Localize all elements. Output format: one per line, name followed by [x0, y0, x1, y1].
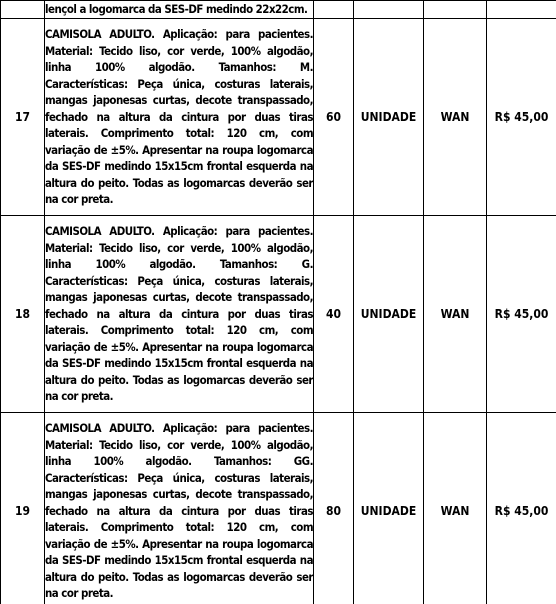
price-cell: R$ 45,00	[487, 215, 556, 412]
item-number-cell: 19	[1, 412, 45, 604]
table-row	[1, 18, 556, 215]
quantity-cell: 60	[314, 18, 354, 215]
table-row-continuation	[1, 1, 556, 19]
quantity-cell: 40	[314, 215, 354, 412]
unit-cell: UNIDADE	[354, 18, 424, 215]
item-description-cell: CAMISOLA ADULTO. Aplicação: para pacientes. Material: Tecido liso, cor verde, 100% algodão, linha 100% algodão. Tamanhos: G. Características: Peça única, costuras laterais, mangas japonesas curtas, decote transpassado, fechado na altura da cintura por duas tiras laterais. Comprimento total: 120 cm, com variação de ±5%. Apresentar na roupa logomarca da SES-DF medindo 15x15cm frontal esquerda na altura do peito. Todas as logomarcas deverão ser na cor preta.	[45, 215, 314, 412]
table-row	[1, 215, 556, 412]
unit-cell: UNIDADE	[354, 215, 424, 412]
price-cell: R$ 45,00	[487, 412, 556, 604]
price-cell	[487, 1, 556, 19]
unit-cell: UNIDADE	[354, 412, 424, 604]
item-description-cell: CAMISOLA ADULTO. Aplicação: para pacientes. Material: Tecido liso, cor verde, 100% algodão, linha 100% algodão. Tamanhos: GG. Características: Peça única, costuras laterais, mangas japonesas curtas, decote transpassado, fechado na altura da cintura por duas tiras laterais. Comprimento total: 120 cm, com variação de ±5%. Apresentar na roupa logomarca da SES-DF medindo 15x15cm frontal esquerda na altura do peito. Todas as logomarcas deverão ser na cor preta.	[45, 412, 314, 604]
brand-cell	[424, 1, 487, 19]
quantity-cell	[314, 1, 354, 19]
item-number-cell	[1, 1, 45, 19]
brand-cell: WAN	[424, 215, 487, 412]
item-description-cell: lençol a logomarca da SES-DF medindo 22x22cm.	[45, 1, 314, 19]
item-number-cell: 18	[1, 215, 45, 412]
unit-cell	[354, 1, 424, 19]
brand-cell: WAN	[424, 412, 487, 604]
brand-cell: WAN	[424, 18, 487, 215]
item-number-cell: 17	[1, 18, 45, 215]
item-description-cell: CAMISOLA ADULTO. Aplicação: para pacientes. Material: Tecido liso, cor verde, 100% algodão, linha 100% algodão. Tamanhos: M. Características: Peça única, costuras laterais, mangas japonesas curtas, decote transpassado, fechado na altura da cintura por duas tiras laterais. Comprimento total: 120 cm, com variação de ±5%. Apresentar na roupa logomarca da SES-DF medindo 15x15cm frontal esquerda na altura do peito. Todas as logomarcas deverão ser na cor preta.	[45, 18, 314, 215]
table-row	[1, 412, 556, 604]
quantity-cell: 80	[314, 412, 354, 604]
price-cell: R$ 45,00	[487, 18, 556, 215]
